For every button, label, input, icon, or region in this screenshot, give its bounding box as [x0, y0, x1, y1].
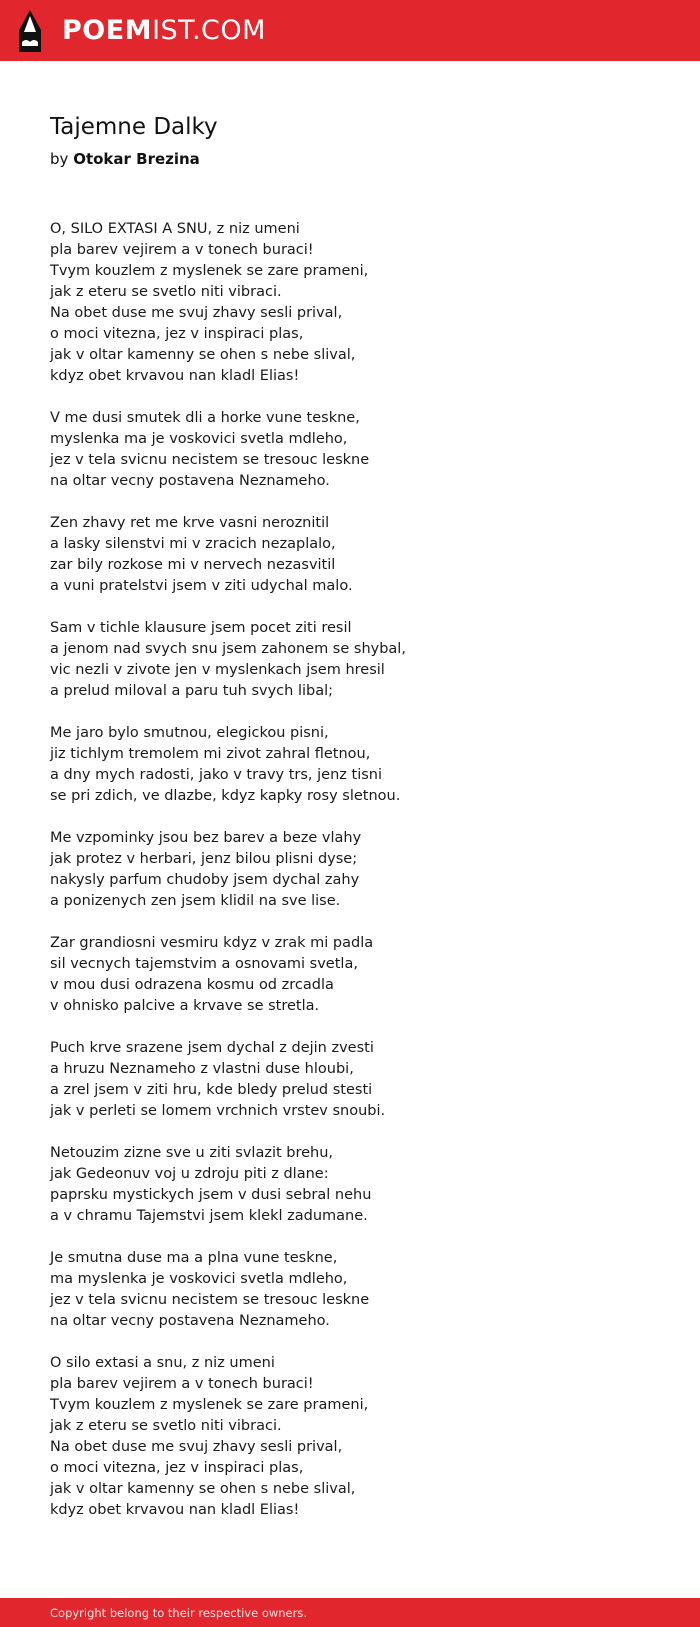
poem-line: Netouzim zizne sve u ziti svlazit brehu, [50, 1145, 334, 1161]
poem-line: ma myslenka je voskovici svetla mdleho, [50, 1271, 348, 1287]
poem-line: Zar grandiosni vesmiru kdyz v zrak mi padla [50, 935, 374, 951]
poem-line: jez v tela svicnu necistem se tresouc leskne [50, 452, 370, 468]
poem-line: a jenom nad svych snu jsem zahonem se shybal, [50, 641, 406, 657]
stanza [50, 1038, 650, 1122]
brand-regular: IST.COM [152, 14, 266, 46]
poem-line: jak z eteru se svetlo niti vibraci. [50, 284, 282, 300]
stanza [50, 1143, 650, 1227]
poem-line: a prelud miloval a paru tuh svych libal; [50, 683, 334, 699]
poem-line: a lasky silenstvi mi v zracich nezaplalo, [50, 536, 336, 552]
stanza [50, 933, 650, 1017]
poem-title: Tajemne Dalky [50, 114, 218, 140]
poem-line: zar bily rozkose mi v nervech nezasvitil [50, 557, 336, 573]
brand-bold: POEM [62, 14, 153, 46]
stanza [50, 513, 650, 597]
poem-line: myslenka ma je voskovici svetla mdleho, [50, 431, 348, 447]
poem-line: a zrel jsem v ziti hru, kde bledy prelud stesti [50, 1082, 373, 1098]
poem-line: Me vzpominky jsou bez barev a beze vlahy [50, 830, 362, 846]
poem-line: a vuni pratelstvi jsem v ziti udychal malo. [50, 578, 353, 594]
site-footer [0, 1598, 700, 1627]
stanza [50, 219, 650, 387]
author-name[interactable]: Otokar Brezina [73, 150, 200, 168]
poem-line: pla barev vejirem a v tonech buraci! [50, 242, 314, 258]
poem-line: a ponizenych zen jsem klidil na sve lise. [50, 893, 341, 909]
poem-line: Tvym kouzlem z myslenek se zare prameni, [50, 263, 369, 279]
poem-line: Je smutna duse ma a plna vune teskne, [50, 1250, 338, 1266]
poem-line: pla barev vejirem a v tonech buraci! [50, 1376, 314, 1392]
poem-line: v ohnisko palcive a krvave se stretla. [50, 998, 320, 1014]
stanza [50, 1353, 650, 1521]
stanza [50, 1248, 650, 1332]
poem-line: jak z eteru se svetlo niti vibraci. [50, 1418, 282, 1434]
poem-line: sil vecnych tajemstvim a osnovami svetla, [50, 956, 358, 972]
site-header [0, 0, 700, 61]
poem-line: O, SILO EXTASI A SNU, z niz umeni [50, 221, 300, 237]
site-logo-link[interactable] [62, 12, 266, 48]
poem-line: Zen zhavy ret me krve vasni neroznitil [50, 515, 330, 531]
poem-line: jiz tichlym tremolem mi zivot zahral fletnou, [50, 746, 371, 762]
poem-line: jak v perleti se lomem vrchnich vrstev snoubi. [50, 1103, 386, 1119]
poem-line: nakysly parfum chudoby jsem dychal zahy [50, 872, 360, 888]
by-prefix: by [50, 150, 69, 168]
copyright-text: Copyright belong to their respective owners. [50, 1606, 308, 1620]
poem-line: vic nezli v zivote jen v myslenkach jsem hresil [50, 662, 385, 678]
poem-line: jak v oltar kamenny se ohen s nebe slival, [50, 347, 356, 363]
poem-line: a dny mych radosti, jako v travy trs, jenz tisni [50, 767, 382, 783]
poem-line: jak v oltar kamenny se ohen s nebe slival, [50, 1481, 356, 1497]
poem-line: o moci vitezna, jez v inspiraci plas, [50, 326, 304, 342]
poem-line: a v chramu Tajemstvi jsem klekl zadumane. [50, 1208, 368, 1224]
poem-line: Na obet duse me svuj zhavy sesli prival, [50, 1439, 343, 1455]
poem-line: jak protez v herbari, jenz bilou plisni dyse; [50, 851, 358, 867]
poem-line: Me jaro bylo smutnou, elegickou pisni, [50, 725, 329, 741]
poem-line: O silo extasi a snu, z niz umeni [50, 1355, 275, 1371]
poem-line: se pri zdich, ve dlazbe, kdyz kapky rosy sletnou. [50, 788, 401, 804]
poem-body [50, 219, 650, 1542]
poem-line: jak Gedeonuv voj u zdroju piti z dlane: [50, 1166, 329, 1182]
poem-line: a hruzu Neznameho z vlastni duse hloubi, [50, 1061, 354, 1077]
poem-line: kdyz obet krvavou nan kladl Elias! [50, 1502, 300, 1518]
poem-line: na oltar vecny postavena Neznameho. [50, 1313, 330, 1329]
byline [50, 150, 200, 168]
stanza [50, 723, 650, 807]
stanza [50, 618, 650, 702]
poem-line: Sam v tichle klausure jsem pocet ziti resil [50, 620, 352, 636]
poem-line: Na obet duse me svuj zhavy sesli prival, [50, 305, 343, 321]
poem-line: o moci vitezna, jez v inspiraci plas, [50, 1460, 304, 1476]
pen-nib-icon[interactable] [17, 10, 43, 52]
poem-line: v mou dusi odrazena kosmu od zrcadla [50, 977, 334, 993]
poem-line: Tvym kouzlem z myslenek se zare prameni, [50, 1397, 369, 1413]
poem-line: kdyz obet krvavou nan kladl Elias! [50, 368, 300, 384]
poem-line: na oltar vecny postavena Neznameho. [50, 473, 330, 489]
stanza [50, 408, 650, 492]
poem-line: Puch krve srazene jsem dychal z dejin zvesti [50, 1040, 374, 1056]
poem-line: V me dusi smutek dli a horke vune teskne, [50, 410, 360, 426]
poem-line: jez v tela svicnu necistem se tresouc leskne [50, 1292, 370, 1308]
stanza [50, 828, 650, 912]
poem-line: paprsku mystickych jsem v dusi sebral nehu [50, 1187, 372, 1203]
